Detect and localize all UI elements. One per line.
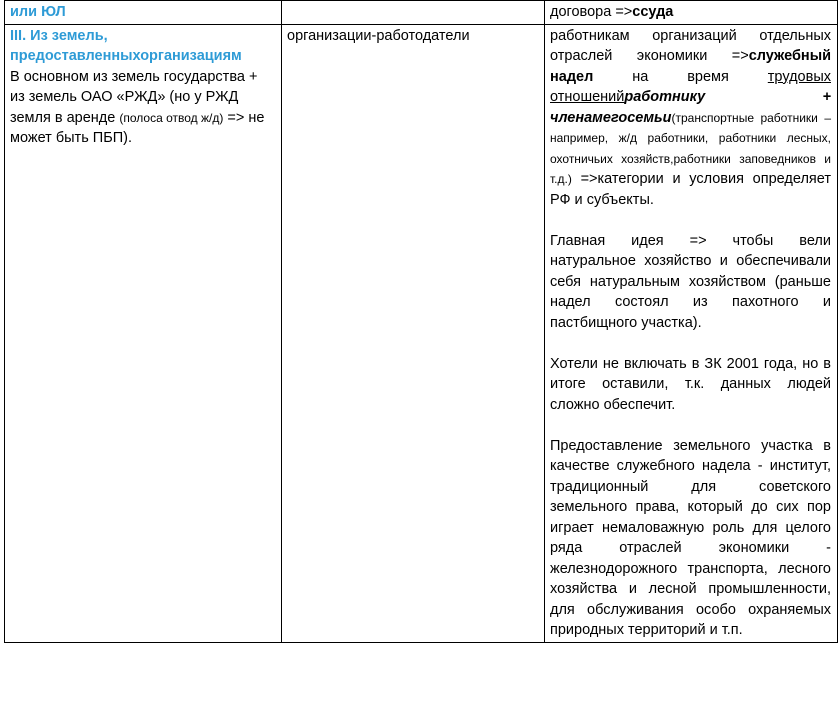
p1-text-a: работникам организаций отдельных отраслей экономики => <box>550 27 831 64</box>
p1-text-c: на время <box>593 68 768 85</box>
section-heading: III. Из земель, предоставленныхорганизациям <box>10 27 242 64</box>
paragraph-3: Хотели не включать в ЗК 2001 года, но в итоге оставили, т.к. данных людей сложно обеспечит. <box>550 355 831 413</box>
row1-col3-text: договора => <box>550 4 633 20</box>
row1-col3-bold: ссуда <box>632 4 674 20</box>
p1-text-g: =>категории и условия определяет РФ и субъекты. <box>550 171 831 208</box>
paragraph-2: Главная идея => чтобы вели натуральное хозяйство и обеспечивали себя натуральным хозяйством (раньше надел состоял из пахотного и пастбищного участка). <box>550 232 831 331</box>
subject-text: организации-работодатели <box>287 27 470 44</box>
section-text-small: (полоса отвод ж/д) <box>119 110 224 125</box>
section-description <box>10 67 275 149</box>
table-row <box>5 24 838 642</box>
row1-col1-heading: или ЮЛ <box>10 4 66 20</box>
row1-col3-cell <box>545 1 838 25</box>
p1-small-note: (транспортные работники – например, ж/д работники, работники лесных, охотничьих хозяйств,работники заповедников и т.д.) <box>550 110 831 186</box>
row2-col2-cell <box>282 24 545 642</box>
row1-col1-cell <box>5 1 282 25</box>
p1-bold: служебный надел <box>550 48 831 85</box>
p1-bold-italic: работнику + членамегосемьи <box>550 89 831 126</box>
paragraph-1 <box>550 26 831 211</box>
document-table <box>4 0 838 643</box>
section-text-main: В основном из земель государства + из земель ОАО «РЖД» (но у РЖД земля в аренде <box>10 68 258 126</box>
row1-col2-cell <box>282 1 545 25</box>
p1-underline: трудовых отношений <box>550 68 831 105</box>
section-text-end: => не может быть ПБП). <box>10 109 265 146</box>
paragraph-4: Предоставление земельного участка в качестве служебного надела - институт, традиционный для советского земельного права, который до сих пор играет немаловажную роль для целого ряда отраслей экономики - железнодорожного транспорта, лесного хозяйства и лесной промышленности, для обслуживания особо охраняемых природных территорий и т.п. <box>550 437 831 638</box>
row2-col1-cell <box>5 24 282 642</box>
table-row <box>5 1 838 25</box>
row2-col3-cell <box>545 24 838 642</box>
